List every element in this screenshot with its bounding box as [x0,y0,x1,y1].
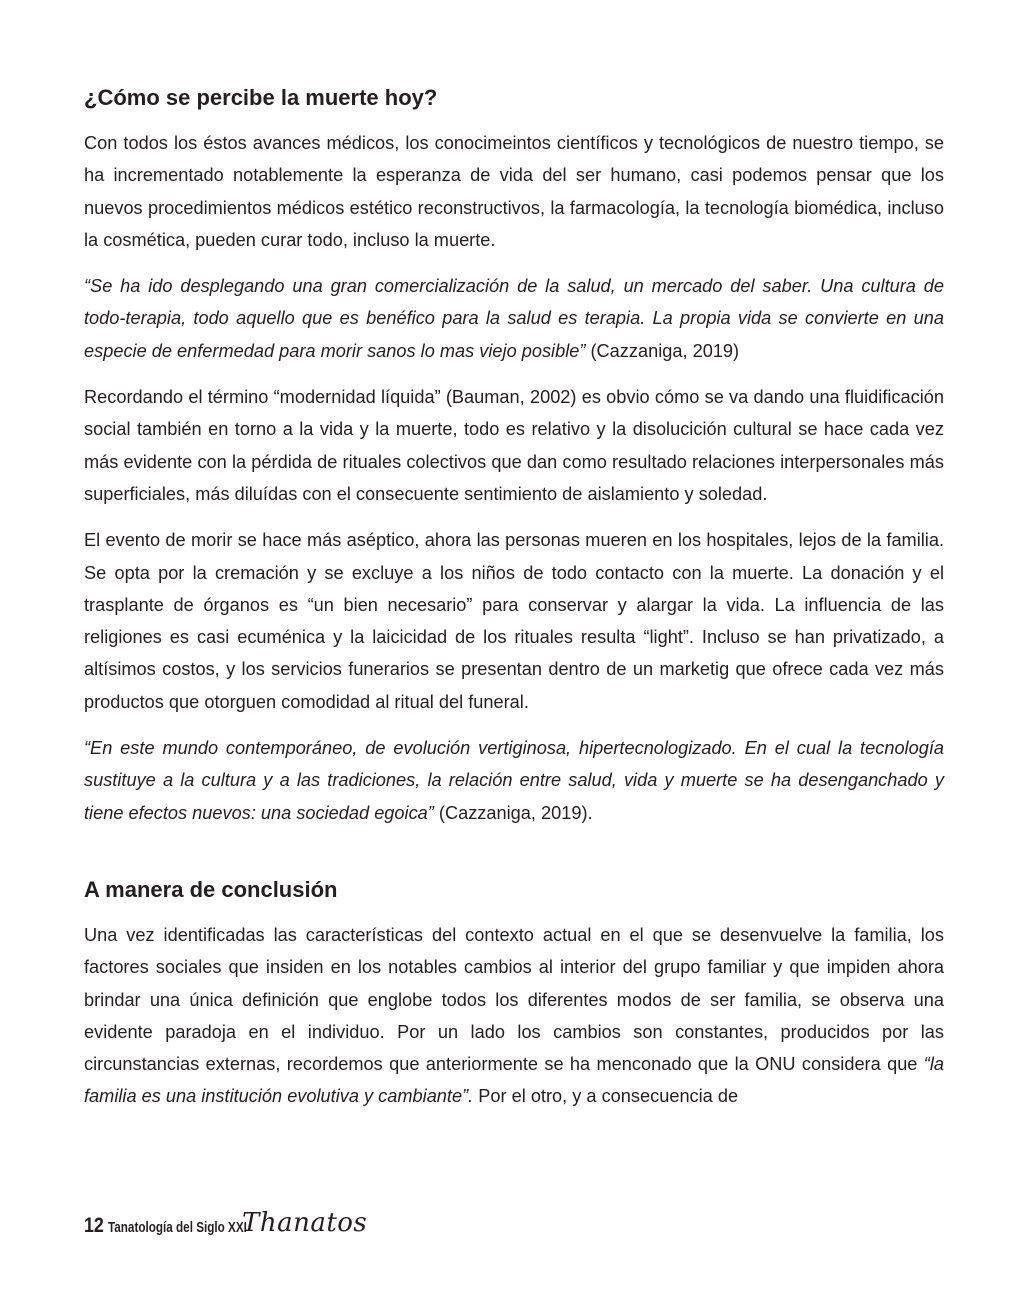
section-heading: A manera de conclusión [84,876,338,902]
quote-text: “la familia es una institución evolutiva y cambiante”. [84,1054,944,1107]
quote-paragraph [84,270,944,367]
section-heading: ¿Cómo se percibe la muerte hoy? [84,85,438,110]
citation: (Cazzaniga, 2019) [585,340,740,361]
citation: (Cazzaniga, 2019). [433,802,593,823]
page-number: 12 [84,1214,104,1237]
paragraph: Recordando el término “modernidad líquida” (Bauman, 2002) es obvio cómo se va dando una fluidificación social también en torno a la vida y la muerte, todo es relativo y la disolucición cultural se hace cada vez más evidente con la pérdida de rituales colectivos que dan como resultado relaciones interpersonales más superficiales, más diluídas con el consecuente sentimiento de aislamiento y soledad. [84,387,944,504]
page-content [84,80,944,1127]
paragraph-text: Por el otro, y a consecuencia de [473,1086,739,1107]
paragraph-text: Una vez identificadas las características del contexto actual en el que se desenvuelve la familia, los factores sociales que insiden en los notables cambios al interior del grupo familiar y que impiden ahora brindar una única definición que englobe todos los diferentes modos de ser familia, se observa una evidente paradoja en el individuo. Por un lado los cambios son constantes, producidos por las circunstancias externas, recordemos que anteriormente se ha menconado que la ONU considera que [84,924,944,1075]
quote-text: “Se ha ido desplegando una gran comercialización de la salud, un mercado del saber. Una cultura de todo-terapia, todo aquello que es benéfico para la salud es terapia. La propia vida se convierte en una especie de enfermedad para morir sanos lo mas viejo posible” [84,276,944,361]
page-footer [84,1204,367,1238]
brand-logo: Thanatos [242,1208,368,1238]
quote-text: “En este mundo contemporáneo, de evolución vertiginosa, hipertecnologizado. En el cual la tecnología sustituye a la cultura y a las tradiciones, la relación entre salud, vida y muerte se ha desenganchado y tiene efectos nuevos: una sociedad egoica” [84,738,944,823]
paragraph: El evento de morir se hace más aséptico, ahora las personas mueren en los hospitales, lejos de la familia. Se opta por la cremación y se excluye a los niños de todo contacto con la muerte. La donación y el trasplante de órganos es “un bien necesario” para conservar y alargar la vida. La influencia de las religiones es casi ecuménica y la laicicidad de los rituales resulta “light”. Incluso se han privatizado, a altísimos costos, y los servicios funerarios se presentan dentro de un marketig que ofrece cada vez más productos que otorguen comodidad al ritual del funeral. [84,530,944,712]
publication-title: Tanatología del Siglo XXI [108,1219,247,1236]
quote-paragraph [84,732,944,829]
paragraph [84,919,944,1113]
paragraph: Con todos los éstos avances médicos, los conocimeintos científicos y tecnológicos de nuestro tiempo, se ha incrementado notablemente la esperanza de vida del ser humano, casi podemos pensar que los nuevos procedimientos médicos estético reconstructivos, la farmacología, la tecnología biomédica, incluso la cosmética, pueden curar todo, incluso la muerte. [84,133,944,250]
